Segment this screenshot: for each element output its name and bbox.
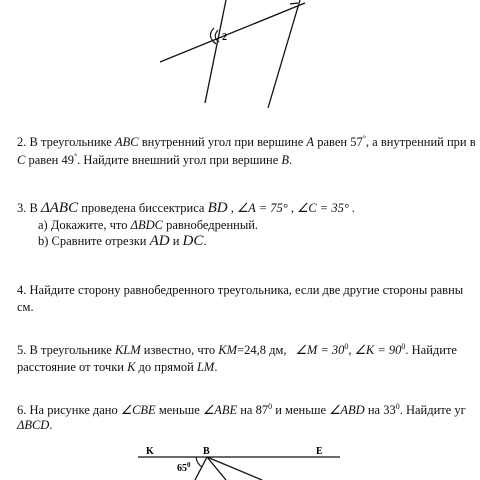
- figure-tick-top: [290, 3, 298, 4]
- problem-5-line-2: расстояние от точки K до прямой LM.: [17, 360, 218, 374]
- problem-3-line-1: 3. В ΔABC проведена биссектриса BD , ∠A = 75° , ∠C = 35° .: [17, 200, 356, 216]
- point-label-k: K: [146, 446, 154, 457]
- angle-arc-65: [196, 457, 202, 467]
- problem-6-line-2: ΔBCD.: [17, 418, 53, 432]
- angle-label-2: 2: [222, 32, 227, 43]
- point-label-e: E: [316, 446, 323, 457]
- problem-4-line-1: 4. Найдите сторону равнобедренного треугольника, если две другие стороны равны: [17, 283, 464, 297]
- point-label-b: B: [203, 446, 210, 457]
- angle-label-65: [177, 461, 191, 474]
- angle-label-65-value: 65: [177, 463, 187, 474]
- problem-4-line-2: см.: [17, 300, 34, 314]
- bottom-figure: [0, 440, 480, 480]
- figure-line-left-vertical: [205, 0, 226, 103]
- problem-2-line-1: 2. В треугольнике ABC внутренний угол при вершине A равен 57°, а внутренний при в: [17, 134, 476, 149]
- problem-2-line-2: C равен 49°. Найдите внешний угол при вершине B.: [17, 152, 293, 167]
- top-figure: [0, 0, 480, 110]
- figure-ray-3: [207, 457, 262, 480]
- angle-label-65-degree: 0: [187, 461, 191, 469]
- problem-5-line-1: 5. В треугольнике KLM известно, что KM=24,8 дм, ∠M = $30^0$, ∠K = $90^0$. Найдите: [17, 342, 457, 357]
- problem-6-line-1: 6. На рисунке дано ∠CBE меньше ∠ABE на $87^0$ и меньше ∠ABD на $33^0$. Найдите уг: [17, 402, 466, 417]
- problem-3-item-b: b) Сравните отрезки AD и DC.: [38, 233, 207, 249]
- figure-line-diagonal: [160, 3, 305, 62]
- problem-3-item-a: a) Докажите, что ΔBDC равнобедренный.: [38, 218, 259, 232]
